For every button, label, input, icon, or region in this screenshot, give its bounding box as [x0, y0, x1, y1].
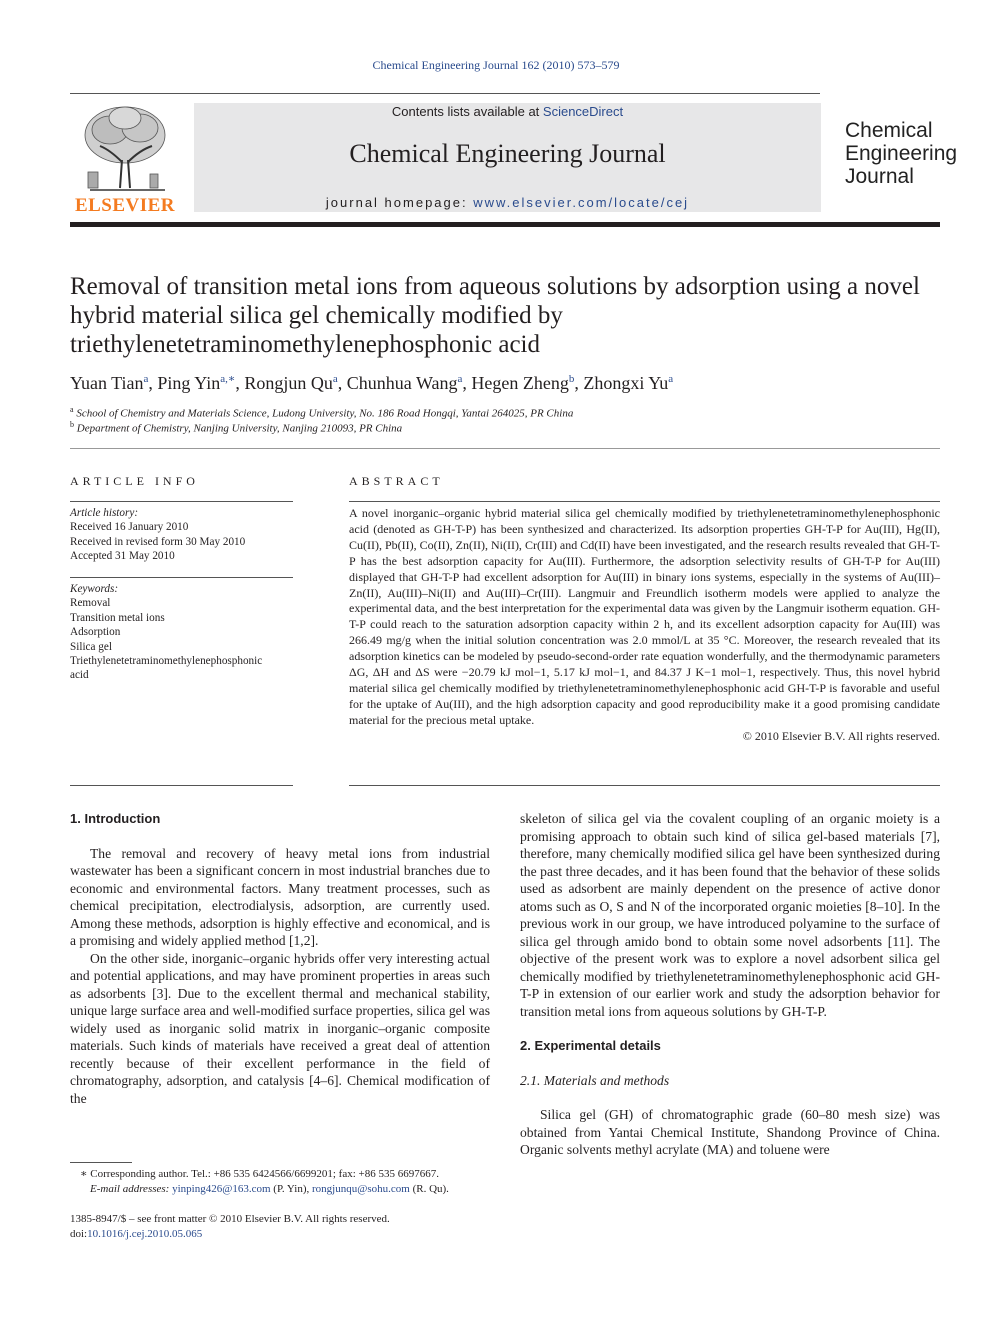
email-line: [70, 1182, 490, 1197]
abstract-heading: ABSTRACT: [349, 474, 444, 488]
tree-icon: [70, 100, 180, 195]
intro-paragraph: The removal and recovery of heavy metal ions from industrial wastewater has been a significant concern in most industrial branches due to economic and environmental factors. Many treatment processes, such as chemical precipitation, electrodialysis, adsorption, are currently used. Among these methods, adsorption is highly effective and economical, and is a promising and widely applied method [1,2].: [70, 845, 490, 948]
body-column-right: [520, 810, 940, 1159]
methods-paragraph: Silica gel (GH) of chromatographic grade (60–80 mesh size) was obtained from Yantai Chemical Institute, Shandong Province of China. Organic solvents methyl acrylate (MA) and toluene were: [520, 1107, 940, 1157]
cover-line: Chemical: [845, 119, 933, 142]
email-owner: (P. Yin),: [273, 1183, 310, 1195]
corresponding-author-footnote: [70, 1167, 490, 1197]
email-link-qu[interactable]: rongjunqu@sohu.com: [312, 1183, 410, 1195]
homepage-prefix: journal homepage:: [325, 195, 474, 210]
doi-line: [70, 1227, 390, 1242]
affiliation-rule: [70, 448, 940, 449]
header-thick-rule: [70, 222, 940, 227]
elsevier-wordmark: ELSEVIER: [74, 195, 176, 216]
article-history: [70, 506, 296, 564]
email-link-yin[interactable]: yinping426@163.com: [172, 1183, 271, 1195]
affiliation-b: [70, 420, 402, 435]
author-name[interactable]: Rongjun Qu: [244, 373, 333, 393]
keywords-block: [70, 582, 296, 683]
keyword: Adsorption: [70, 626, 121, 639]
email-owner: (R. Qu).: [412, 1183, 449, 1195]
affiliation-text: School of Chemistry and Materials Science, Ludong University, No. 186 Road Hongqi, Yantai 264025, PR China: [76, 407, 574, 420]
keyword: acid: [70, 669, 89, 682]
contents-prefix: Contents lists available at: [391, 104, 543, 119]
footnote-rule: [70, 1162, 132, 1163]
abstract-end-rule: [349, 785, 940, 786]
keywords-label: Keywords:: [70, 583, 119, 595]
journal-title: Chemical Engineering Journal: [349, 139, 666, 168]
article-title: Removal of transition metal ions from aqueous solutions by adsorption using a novel hybrid material silica gel chemically modified by triethylenetetraminomethylenephosphonic acid: [70, 273, 920, 358]
author-name[interactable]: Ping Yin: [157, 373, 221, 393]
homepage-link[interactable]: www.elsevier.com/locate/cej: [473, 195, 690, 210]
affiliation-text: Department of Chemistry, Nanjing University, Nanjing 210093, PR China: [76, 422, 403, 435]
corresponding-author: ∗ Corresponding author. Tel.: +86 535 6424566/6699201; fax: +86 535 6697667.: [80, 1168, 439, 1180]
abstract-rule: [349, 501, 940, 502]
intro-paragraph: On the other side, inorganic–organic hybrids offer very interesting actual and potential applications, and may have prominent properties in areas such as adsorbents [3]. Due to the excellent thermal and mechanical stability, unique large surface area and well-modified surface properties, silica gel was widely used as inorganic solid matrix in inorganic–organic composite materials. Such kinds of materials have received a great deal of attention recently because of their excellent performance in the field of chromatography, adsorption, and catalysis [4–6]. Chemical modification of the: [70, 950, 490, 1106]
article-info-heading: ARTICLE INFO: [70, 474, 199, 488]
header-rule: [70, 93, 820, 94]
article-info-rule: [70, 501, 293, 502]
author-aff-mark[interactable]: a: [332, 373, 338, 385]
accepted-date: Accepted 31 May 2010: [70, 550, 175, 563]
journal-cover-title: [845, 119, 957, 188]
subsection-heading-materials: 2.1. Materials and methods: [520, 1072, 670, 1088]
affiliation-mark: b: [70, 420, 74, 429]
copyright-line: © 2010 Elsevier B.V. All rights reserved.: [742, 728, 940, 743]
body-column-left: [70, 810, 490, 1107]
keyword: Transition metal ions: [70, 611, 165, 624]
section-heading-introduction: 1. Introduction: [70, 811, 161, 826]
author-list: Yuan Tian$^a$, Ping Yin$^{a,∗}$, Rongjun Qu$^a$, Chunhua Wang$^a$, Hegen Zheng$^b$, Zhongxi Yu$^a$: [70, 373, 674, 393]
keyword: Silica gel: [70, 640, 112, 653]
abstract-body: [349, 506, 940, 745]
author-aff-mark[interactable]: a,∗: [220, 373, 236, 385]
email-label: E-mail addresses:: [90, 1183, 170, 1195]
section-heading-experimental: 2. Experimental details: [520, 1038, 661, 1053]
history-label: Article history:: [70, 507, 139, 519]
keyword: Removal: [70, 597, 111, 610]
issn-line: 1385-8947/$ – see front matter © 2010 Elsevier B.V. All rights reserved.: [70, 1213, 390, 1225]
keyword: Triethylenetetraminomethylenephosphonic: [70, 655, 263, 668]
revised-date: Received in revised form 30 May 2010: [70, 535, 246, 548]
author-aff-mark[interactable]: b: [568, 373, 575, 385]
abstract-text: A novel inorganic–organic hybrid material silica gel chemically modified by triethylenetetraminomethylenephosphonic acid (denoted as GH-T-P) has been synthesized and characterized. Its adsorption properties GH-T-P for Au(III), Hg(II), Cu(II), Pb(II), Co(II), Zn(II), Ni(II), Cr(III) and Cd(II) have been investigated, and the research results revealed that GH-T-P has the best adsorption capacity for Au(III). Furthermore, the adsorption selectivity results of GH-T-P for Au(III) displayed that GH-T-P had excellent adsorption for Au(III) in binary ions systems, especially in the systems of Au(III)–Zn(II), Au(III)–Ni(II) and Au(III)–Cr(III). Langmuir and Freundlich isotherm models were applied to analyze the experimental data, and the best interpretation for the experimental data was given by the Langmuir isotherm equation. GH-T-P could reach to the saturation adsorption capacity within 2 h, and its excellent adsorption capacity for Au(III) was 266.49 mg/g when the initial solution concentration was 2.0 mmol/L at 35 °C. Moreover, the research revealed that its adsorption kinetics can be modeled by pseudo-second-order rate equation wonderfully, and the thermodynamic parameters ΔG, ΔH and ΔS were −20.79 kJ mol−1, 5.17 kJ mol−1, and 84.37 J K−1 mol−1, respectively. Thus, this novel hybrid material silica gel chemically modified by triethylenetetraminomethylenephosphonic acid GH-T-P is favorable and useful for the uptake of Au(III), and the high adsorption capacity and good reproducibility make it a good promising candidate material for the precious metal uptake.: [349, 506, 940, 727]
intro-paragraph-continued: skeleton of silica gel via the covalent coupling of an organic moiety is a promising approach to obtain such kind of silica gel-based materials [7], therefore, many chemically modified silica gel have been synthesized during the past three decades, and it has been found that the behavior of these solids used as adsorbent are mainly dependent on the presence of active donor atoms such as O, S and N of the incorporated organic moieties [8–10]. In the previous work in our group, we have introduced polyamine to the surface of silica gel through amido bond to obtain some novel adsorbents [11]. The objective of the present work was to explore a novel adsorbent silica gel chemically modified by triethylenetetraminomethylenephosphonic acid GH-T-P in extension of our earlier work and study the adsorption behavior for transition metal ions from aqueous solutions by GH-T-P.: [520, 811, 940, 1019]
keywords-rule: [70, 577, 293, 578]
author-aff-mark[interactable]: a: [143, 373, 149, 385]
author-name[interactable]: Hegen Zheng: [471, 373, 569, 393]
cover-line: Journal: [845, 165, 914, 188]
author-aff-mark[interactable]: a: [457, 373, 463, 385]
author-name[interactable]: Zhongxi Yu: [583, 373, 669, 393]
doi-label: doi:: [70, 1228, 88, 1240]
author-name[interactable]: Chunhua Wang: [346, 373, 458, 393]
contents-line: [194, 104, 821, 119]
received-date: Received 16 January 2010: [70, 521, 189, 534]
journal-homepage: [194, 195, 821, 210]
author-name[interactable]: Yuan Tian: [70, 373, 144, 393]
doi-link[interactable]: 10.1016/j.cej.2010.05.065: [87, 1228, 203, 1240]
author-aff-mark[interactable]: a: [668, 373, 674, 385]
cover-line: Engineering: [845, 142, 958, 165]
affiliation-mark: a: [70, 405, 74, 414]
affiliation-a: [70, 405, 573, 420]
page-footer: [70, 1212, 390, 1242]
sciencedirect-link[interactable]: ScienceDirect: [542, 104, 624, 119]
article-info-end-rule: [70, 785, 293, 786]
journal-citation[interactable]: Chemical Engineering Journal 162 (2010) 573–579: [372, 58, 620, 72]
